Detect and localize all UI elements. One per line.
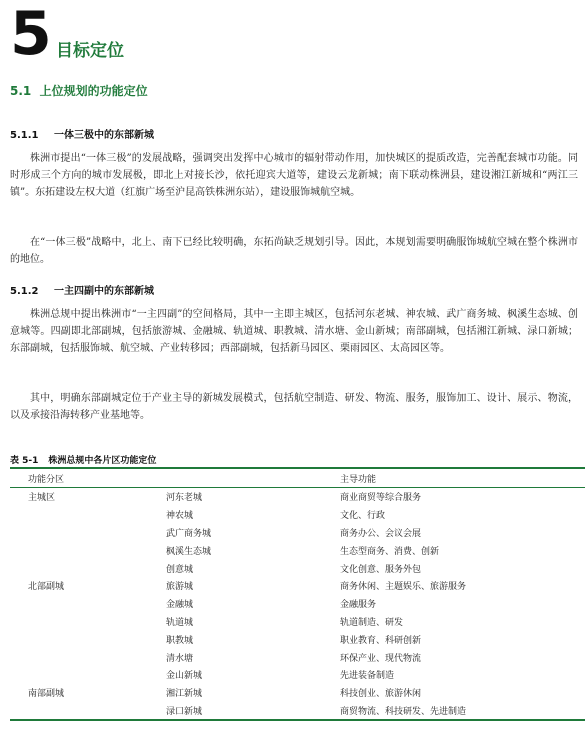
paragraph: 株洲总规中提出株洲市“一主四副”的空间格局，其中一主即主城区，包括河东老城、神农城、武广商务城、枫溪生态城、创意城等。四副即北部副城，包括旅游城、金融城、轨道城、职教城、清水塘、金山新城；南部副城，包括湘江新城、渌口新城；东部副城，包括服饰城、航空城、产业转移园；西部副城，包括新马园区、栗雨园区、太高园区等。 <box>10 309 578 354</box>
subsection-heading-1 <box>10 126 154 141</box>
table-cell: 文化创意、服务外包 <box>340 564 422 575</box>
table-row <box>10 630 585 648</box>
table-cell: 轨道城 <box>166 617 194 628</box>
table-row <box>10 613 585 631</box>
table-cell: 河东老城 <box>166 493 203 504</box>
table-row <box>10 648 585 666</box>
table-header-cell: 主导功能 <box>322 468 585 488</box>
table-row <box>10 702 585 721</box>
paragraph: 在“一体三极”战略中，北上、南下已经比较明确，东拓尚缺乏规划引导。因此，本规划需要明确服饰城航空城在整个株洲市的地位。 <box>10 237 578 265</box>
table-row <box>10 595 585 613</box>
table-row <box>10 577 585 595</box>
function-table <box>10 467 585 721</box>
paragraph: 株洲市提出“一体三极”的发展战略，强调突出发挥中心城市的辐射带动作用，加快城区的提质改造，完善配套城市功能。同时形成三个方向的城市发展极，即北上对接长沙，依托迎宾大道等，建设云龙新城；南下联动株洲县，建设湘江新城和“两江三镇”。东拓建设左权大道（红旗广场至沪昆高铁株洲东站），建设服饰城航空城。 <box>10 153 578 198</box>
table-cell <box>10 559 148 577</box>
table-cell: 生态型商务、消费、创新 <box>340 546 440 557</box>
table-cell: 清水塘 <box>166 653 194 664</box>
table-cell: 职业教育、科研创新 <box>340 635 422 646</box>
table-row <box>10 524 585 542</box>
table-cell: 湘江新城 <box>166 689 203 700</box>
table-cell <box>10 702 148 721</box>
table-cell <box>10 630 148 648</box>
table-row <box>10 488 585 506</box>
table-cell <box>10 613 148 631</box>
table-row <box>10 541 585 559</box>
table-cell: 金融城 <box>166 600 194 611</box>
section-number: 5.1 <box>10 84 32 98</box>
table-cell <box>10 541 148 559</box>
table-header-row <box>10 468 585 488</box>
table-cell: 主城区 <box>28 493 56 504</box>
table-caption-title: 株洲总规中各片区功能定位 <box>48 456 157 466</box>
section-title: 上位规划的功能定位 <box>39 84 148 98</box>
table-cell: 创意城 <box>166 564 194 575</box>
table-cell <box>10 648 148 666</box>
table-row <box>10 684 585 702</box>
table-cell: 旅游城 <box>166 582 194 593</box>
table-cell: 渌口新城 <box>148 702 322 721</box>
subsection-number: 5.1.1 <box>10 130 39 141</box>
table-row <box>10 559 585 577</box>
table-cell: 武广商务城 <box>166 528 212 539</box>
table-cell: 神农城 <box>166 511 194 522</box>
table-cell: 金山新城 <box>166 671 203 682</box>
table-row <box>10 506 585 524</box>
subsection-number: 5.1.2 <box>10 286 39 297</box>
subsection-title: 一主四副中的东部新城 <box>54 286 154 297</box>
table-cell: 商贸物流、科技研发、先进制造 <box>322 702 585 721</box>
table-cell: 金融服务 <box>340 600 377 611</box>
chapter-title: 目标定位 <box>56 41 124 61</box>
subsection-heading-2 <box>10 282 154 297</box>
table-cell: 职教城 <box>166 635 194 646</box>
table-cell <box>10 595 148 613</box>
table-caption-number: 表 5-1 <box>10 456 39 466</box>
table-caption <box>10 453 156 466</box>
table-header-cell: 功能分区 <box>10 468 148 488</box>
table-cell: 环保产业、现代物流 <box>340 653 422 664</box>
table-body <box>10 488 585 721</box>
table-cell: 商业商贸等综合服务 <box>340 493 422 504</box>
section-heading <box>10 82 148 99</box>
subsection-title: 一体三极中的东部新城 <box>54 130 154 141</box>
table-cell: 南部副城 <box>28 689 65 700</box>
chapter-number: 5 <box>10 0 52 69</box>
table-cell: 先进装备制造 <box>340 671 395 682</box>
table-cell: 商务办公、会议会展 <box>340 528 422 539</box>
table-cell: 商务休闲、主题娱乐、旅游服务 <box>340 582 467 593</box>
table-cell: 枫溪生态城 <box>166 546 212 557</box>
table-cell: 文化、行政 <box>340 511 386 522</box>
table-row <box>10 666 585 684</box>
table-cell: 科技创业、旅游休闲 <box>340 689 422 700</box>
table-header-cell <box>148 468 322 488</box>
table-cell <box>10 506 148 524</box>
paragraph: 其中，明确东部副城定位于产业主导的新城发展模式，包括航空制造、研发、物流、服务，服饰加工、设计、展示、物流，以及承接沿海转移产业基地等。 <box>10 393 578 421</box>
table-cell: 轨道制造、研发 <box>340 617 404 628</box>
table-cell <box>10 666 148 684</box>
table-cell: 北部副城 <box>28 582 65 593</box>
table-cell <box>10 524 148 542</box>
